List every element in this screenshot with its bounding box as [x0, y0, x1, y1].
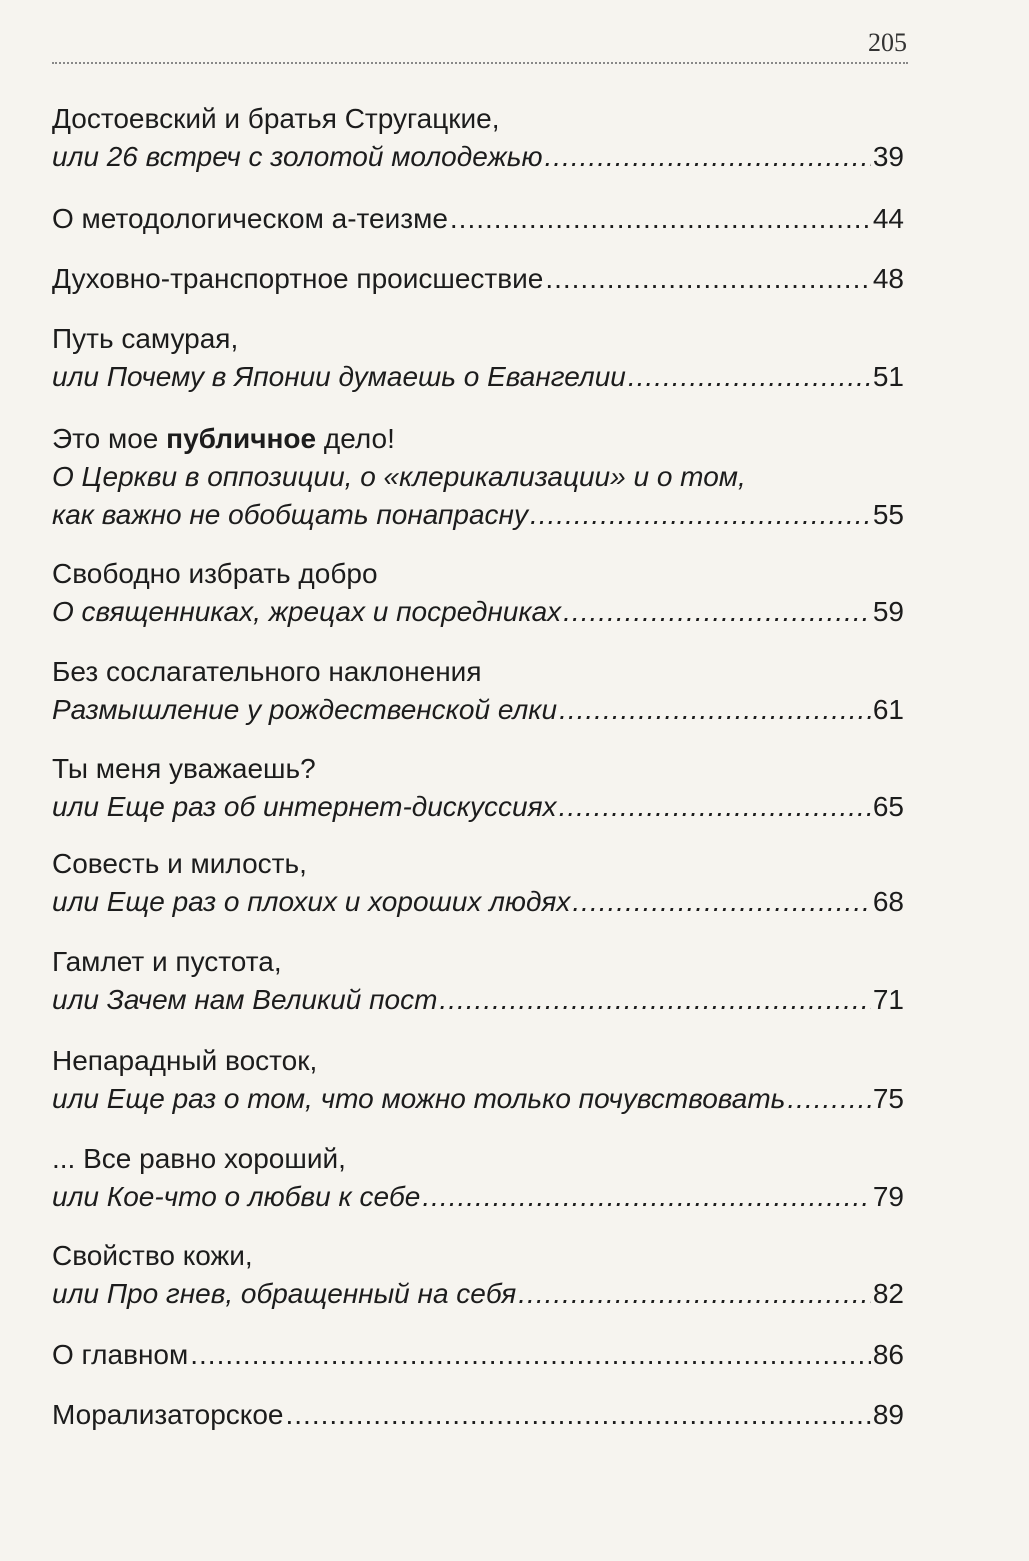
toc-entry[interactable]	[52, 260, 904, 298]
toc-entry-title: Гамлет и пустота,	[52, 946, 282, 977]
toc-entry-title: Путь самурая,	[52, 323, 239, 354]
toc-page-number: 44	[872, 203, 904, 234]
toc-entry-title: Свойство кожи,	[52, 1240, 253, 1271]
toc-page-number: 61	[872, 694, 904, 725]
toc-page-number: 82	[872, 1278, 904, 1309]
toc-entry-subtitle: как важно не обобщать понапрасну ..... 55	[52, 496, 904, 534]
toc-entry[interactable]	[52, 1396, 904, 1434]
toc-entry-title: Свободно избрать добро	[52, 558, 378, 589]
toc-entry-subtitle: О Церкви в оппозиции, о «клерикализации» и о том,	[52, 461, 746, 492]
toc-entry-title: Ты меня уважаешь?	[52, 753, 316, 784]
toc-entry-subtitle: или Еще раз о плохих и хороших людях ..... 68	[52, 883, 904, 921]
toc-page-number: 71	[872, 984, 904, 1015]
toc-page-number: 59	[872, 596, 904, 627]
toc-entry[interactable]	[52, 555, 904, 631]
toc-entry-title: Духовно-транспортное происшествие ..... 48	[52, 260, 904, 298]
toc-entry[interactable]	[52, 1237, 904, 1313]
toc-entry-subtitle: или Кое-что о любви к себе ..... 79	[52, 1178, 904, 1216]
toc-entry-title: Непарадный восток,	[52, 1045, 318, 1076]
toc-entry-title: Достоевский и братья Стругацкие,	[52, 103, 500, 134]
toc-entry[interactable]	[52, 750, 904, 826]
toc-page-number: 86	[872, 1339, 904, 1370]
toc-entry-subtitle: или Почему в Японии думаешь о Евангелии ..... 51	[52, 358, 904, 396]
toc-entry-subtitle: или Про гнев, обращенный на себя ..... 82	[52, 1275, 904, 1313]
toc-entry[interactable]	[52, 653, 904, 729]
toc-page-number: 39	[872, 141, 904, 172]
toc-entry[interactable]	[52, 845, 904, 921]
page-number: 205	[868, 28, 907, 57]
toc-entry[interactable]	[52, 200, 904, 238]
toc-entry[interactable]	[52, 1336, 904, 1374]
toc-entry-title: Совесть и милость,	[52, 848, 307, 879]
toc-page-number: 89	[872, 1399, 904, 1430]
toc-entry-title: Без сослагательного наклонения	[52, 656, 482, 687]
toc-entry[interactable]	[52, 943, 904, 1019]
toc-page-number: 55	[872, 499, 904, 530]
toc-entry[interactable]	[52, 420, 904, 534]
toc-entry-subtitle: О священниках, жрецах и посредниках ..... 59	[52, 593, 904, 631]
toc-entry-title: Морализаторское ..... 89	[52, 1396, 904, 1434]
toc-entry-subtitle: Размышление у рождественской елки ..... 61	[52, 691, 904, 729]
toc-entry-title: ... Все равно хороший,	[52, 1143, 346, 1174]
toc-entry[interactable]	[52, 320, 904, 396]
toc-entry[interactable]	[52, 1042, 904, 1118]
toc-page-number: 48	[872, 263, 904, 294]
toc-page-number: 75	[872, 1083, 904, 1114]
toc-entry-subtitle: или Зачем нам Великий пост ..... 71	[52, 981, 904, 1019]
toc-entry-subtitle: или 26 встреч с золотой молодежью ..... 39	[52, 138, 904, 176]
toc-page-number: 65	[872, 791, 904, 822]
toc-entry[interactable]	[52, 1140, 904, 1216]
toc-entry-subtitle: или Еще раз о том, что можно только почувствовать ..... 75	[52, 1080, 904, 1118]
header-divider	[52, 62, 908, 64]
toc-entry[interactable]	[52, 100, 904, 176]
toc-entry-title: О методологическом а-теизме ..... 44	[52, 200, 904, 238]
toc-page-number: 79	[872, 1181, 904, 1212]
toc-entry-title: Это мое публичное дело!	[52, 423, 395, 454]
toc-page-number: 68	[872, 886, 904, 917]
toc-page-number: 51	[872, 361, 904, 392]
toc-entry-subtitle: или Еще раз об интернет-дискуссиях ..... 65	[52, 788, 904, 826]
toc-entry-title: О главном ..... 86	[52, 1336, 904, 1374]
